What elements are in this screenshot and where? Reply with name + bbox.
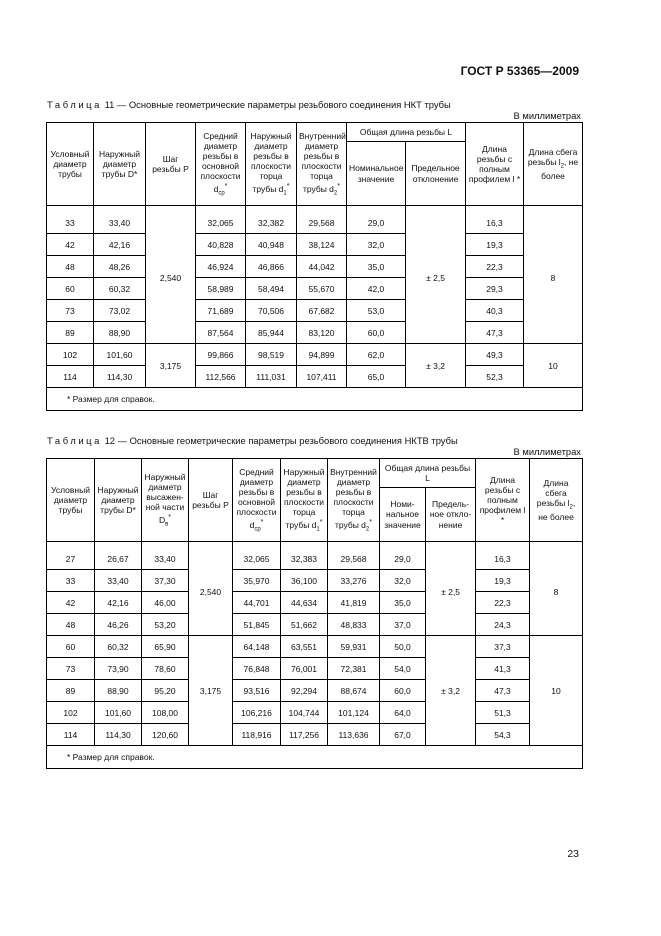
table-row: 114 114,30 120,60 118,916 117,256 113,636 67,0 54,3 [47,724,583,746]
t12-header-pitch: Шаг резьбы P [189,459,233,542]
t12-header-mean-diameter: Средний диаметр резьбы в основной плоскости $d_{ср}^*$ [233,459,281,542]
table12-caption-text: 12 — Основные геометрические параметры резьбового соединения НКТВ трубы [104,435,458,446]
t11-header-full-profile-length: Длина резьбы с полным профилем l * [466,123,524,206]
t11-header-pitch: Шаг резьбы P [146,123,196,206]
table11-caption-word: Таблица [47,99,102,110]
table12-caption [47,435,458,446]
table12-units: В миллиметрах [513,446,581,457]
t11-header-inner-thread-diameter: Внутренний диаметр резьбы в плоскости торца трубы $d_2^*$ [297,123,347,206]
t11-pitch-b: 3,175 [146,344,196,388]
t12-tolerance-a: ± 2,5 [426,548,476,636]
table-row: 42 42,16 46,00 44,701 44,634 41,819 35,0 22,3 [47,592,583,614]
table-row: 60 60,32 65,90 3,175 64,148 63,551 59,931 50,0 ± 3,2 37,3 10 [47,636,583,658]
t12-header-inner-thread-diameter: Внутренний диаметр резьбы в плоскости торца трубы $d_2^*$ [328,459,380,542]
table-row: 33 33,40 37,30 35,970 36,100 33,276 32,0 19,3 [47,570,583,592]
t11-runout-a: 8 [524,212,583,344]
t12-footnote: * Размер для справок. [47,746,583,769]
table-row: 73 73,02 71,689 70,506 67,682 53,0 40,3 [47,300,583,322]
t11-header-outer-thread-diameter: Наружный диаметр резьбы в плоскости торца трубы $d_1^*$ [246,123,297,206]
t12-header-total-length: Общая длина резьбы L [380,459,476,488]
t11-header-mean-diameter: Средний диаметр резьбы в основной плоскости $d_{ср}^*$ [196,123,246,206]
t12-pitch-a: 2,540 [189,548,233,636]
table12-caption-word: Таблица [47,435,102,446]
t12-tolerance-b: ± 3,2 [426,636,476,746]
t12-header-outer-thread-diameter: Наружный диаметр резьбы в плоскости торца трубы $d_1^*$ [281,459,328,542]
t12-header-nominal-diameter: Условный диаметр трубы [47,459,95,542]
table-row: 60 60,32 58,989 58,494 55,670 42,0 29,3 [47,278,583,300]
t11-header-total-length: Общая длина резьбы L [347,123,466,142]
table-row: 42 42,16 40,828 40,948 38,124 32,0 19,3 [47,234,583,256]
table-row: 89 88,90 95,20 93,516 92,294 88,674 60,0 47,3 [47,680,583,702]
table11 [46,122,583,411]
t12-header-tolerance: Предель-ное откло-нение [426,488,476,542]
t12-header-nominal-value: Номи-нальное значение [380,488,426,542]
t12-header-full-profile-length: Длина резьбы с полным профилем l * [476,459,530,542]
table11-caption [47,99,451,110]
table-row: 114 114,30 112,566 111,031 107,411 65,0 52,3 [47,366,583,388]
t11-tolerance-b: ± 3,2 [406,344,466,388]
table11-caption-text: 11 — Основные геометрические параметры резьбового соединения НКТ трубы [104,99,451,110]
t12-runout-b: 10 [530,636,583,746]
t11-runout-b: 10 [524,344,583,388]
t12-header-upset-diameter: Наружный диаметр высажен-ной части $D_в^*$ [142,459,189,542]
table-row: 73 73,90 78,60 76,848 76,001 72,381 54,0 41,3 [47,658,583,680]
table-row: 27 26,67 33,40 2,540 32,065 32,383 29,568 29,0 ± 2,5 16,3 8 [47,548,583,570]
table-row: 48 46,26 53,20 51,845 51,662 48,833 37,0 24,3 [47,614,583,636]
t12-pitch-b: 3,175 [189,636,233,746]
t11-header-nominal-value: Номинальное значение [347,142,406,206]
table12 [46,458,583,769]
table11-units: В миллиметрах [513,110,581,121]
table-row: 89 88,90 87,564 85,944 83,120 60,0 47,3 [47,322,583,344]
t11-header-outer-diameter: Наружный диаметр трубы D* [94,123,146,206]
table-row: 102 101,60 3,175 99,866 98,519 94,899 62,0 ± 3,2 49,3 10 [47,344,583,366]
t12-header-runout-length: Длина сбега резьбы $l_2$, не более [530,459,583,542]
t11-tolerance-a: ± 2,5 [406,212,466,344]
document-code: ГОСТ Р 53365—2009 [460,64,579,78]
page-number: 23 [567,848,579,860]
t12-header-outer-diameter: Наружный диаметр трубы D* [95,459,142,542]
t11-footnote: * Размер для справок. [47,388,583,411]
t11-header-nominal-diameter: Условный диаметр трубы [47,123,94,206]
table-row: 102 101,60 108,00 106,216 104,744 101,124 64,0 51,3 [47,702,583,724]
table-row: 48 48,26 46,924 46,866 44,042 35,0 22,3 [47,256,583,278]
t12-runout-a: 8 [530,548,583,636]
table-row: 33 33,40 2,540 32,065 32,382 29,568 29,0 ± 2,5 16,3 8 [47,212,583,234]
t11-header-tolerance: Предельное отклонение [406,142,466,206]
t11-pitch-a: 2,540 [146,212,196,344]
t11-header-runout-length: Длина сбега резьбы $l_2$, не более [524,123,583,206]
